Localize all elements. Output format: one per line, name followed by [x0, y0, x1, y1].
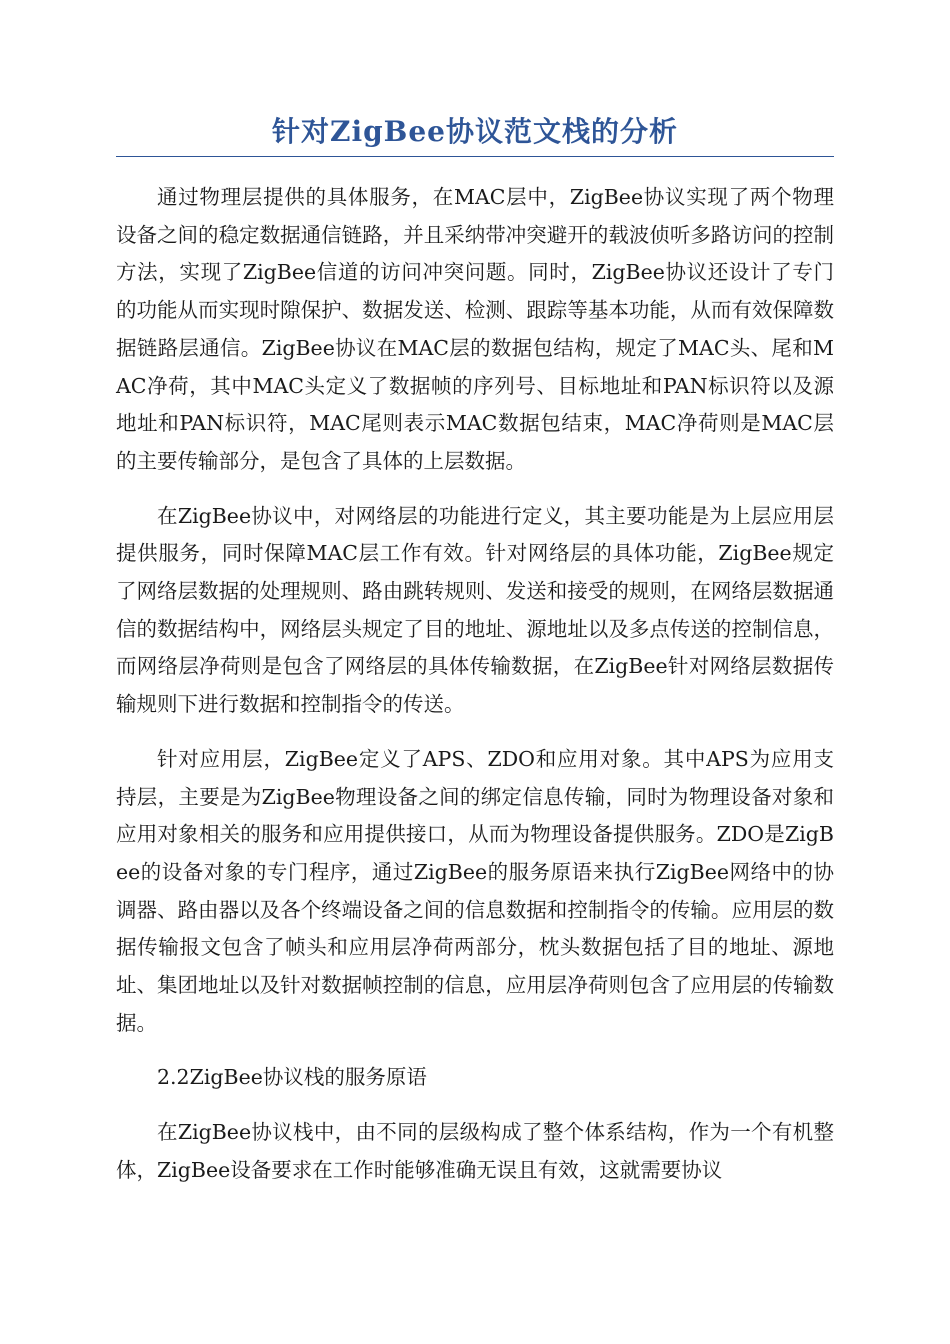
paragraph-application-layer: 针对应用层，ZigBee定义了APS、ZDO和应用对象。其中APS为应用支持层，主要是为ZigBee物理设备之间的绑定信息传输，同时为物理设备对象和应用对象相关的服务和应用提供接口，从而为物理设备提供服务。ZDO是ZigBee的设备对象的专门程序，通过ZigBee的服务原语来执行ZigBee网络中的协调器、路由器以及各个终端设备之间的信息数据和控制指令的传输。应用层的数据传输报文包含了帧头和应用层净荷两部分，枕头数据包括了目的地址、源地址、集团地址以及针对数据帧控制的信息，应用层净荷则包含了应用层的传输数据。: [116, 746, 834, 1035]
title-underline: [116, 156, 834, 157]
section-heading: 2.2ZigBee协议栈的服务原语: [157, 1065, 427, 1090]
document-title: 针对ZigBee协议范文栈的分析: [272, 115, 678, 148]
paragraph-service-primitives: 在ZigBee协议栈中，由不同的层级构成了整个体系结构，作为一个有机整体，ZigBee设备要求在工作时能够准确无误且有效，这就需要协议: [116, 1120, 834, 1182]
paragraph-network-layer: 在ZigBee协议中，对网络层的功能进行定义，其主要功能是为上层应用层提供服务，同时保障MAC层工作有效。针对网络层的具体功能，ZigBee规定了网络层数据的处理规则、路由跳转规则、发送和接受的规则，在网络层数据通信的数据结构中，网络层头规定了目的地址、源地址以及多点传送的控制信息，而网络层净荷则是包含了网络层的具体传输数据，在ZigBee针对网络层数据传输规则下进行数据和控制指令的传送。: [116, 503, 834, 717]
paragraph-mac-layer: 通过物理层提供的具体服务，在MAC层中，ZigBee协议实现了两个物理设备之间的稳定数据通信链路，并且采纳带冲突避开的载波侦听多路访问的控制方法，实现了ZigBee信道的访问冲突问题。同时，ZigBee协议还设计了专门的功能从而实现时隙保护、数据发送、检测、跟踪等基本功能，从而有效保障数据链路层通信。ZigBee协议在MAC层的数据包结构，规定了MAC头、尾和MAC净荷，其中MAC头定义了数据帧的序列号、目标地址和PAN标识符以及源地址和PAN标识符，MAC尾则表示MAC数据包结束，MAC净荷则是MAC层的主要传输部分，是包含了具体的上层数据。: [116, 185, 834, 473]
document-page: [116, 110, 834, 1207]
